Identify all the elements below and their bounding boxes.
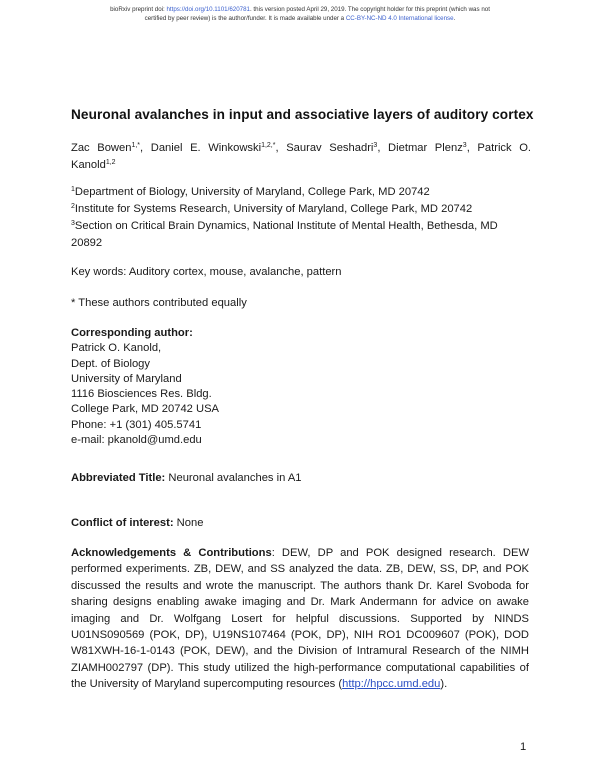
abbreviated-title-value: Neuronal avalanches in A1: [165, 472, 302, 484]
affiliation: [71, 218, 531, 252]
affiliation-number: 3: [71, 220, 75, 227]
corresponding-line: University of Maryland: [71, 372, 182, 385]
hpcc-link[interactable]: http://hpcc.umd.edu: [342, 678, 441, 691]
affiliation-text: Institute for Systems Research, University of Maryland, College Park, MD 20742: [74, 203, 473, 215]
paper-title: Neuronal avalanches in input and associative layers of auditory cortex: [71, 107, 534, 122]
affiliation-number: 1: [71, 186, 75, 193]
license-link[interactable]: CC-BY-NC-ND 4.0 International license: [345, 15, 454, 22]
conflict-of-interest: [71, 515, 203, 532]
author-name: Dietmar Plenz: [388, 142, 463, 154]
corresponding-author-block: [71, 326, 219, 448]
page-number: 1: [520, 741, 527, 753]
acknowledgements-label: Acknowledgements & Contributions: [71, 547, 272, 559]
affiliation-text: Section on Critical Brain Dynamics, National Institute of Mental Health, Bethesda, MD 20892: [71, 220, 498, 249]
banner-mid: . this version posted April 29, 2019. The copyright holder for this preprint (which was not: [249, 6, 490, 13]
equal-contribution-note: * These authors contributed equally: [71, 297, 247, 309]
acknowledgements-end: ).: [440, 678, 448, 691]
author-affiliation-mark: 1,2,*: [261, 142, 276, 149]
author-affiliation-mark: 1,2: [105, 159, 116, 166]
corresponding-email: e-mail: pkanold@umd.edu: [71, 434, 202, 447]
keywords: Key words: Auditory cortex, mouse, avalanche, pattern: [71, 266, 342, 278]
abbreviated-title-label: Abbreviated Title:: [71, 472, 166, 484]
banner-end: .: [453, 15, 456, 22]
preprint-banner: [0, 5, 600, 23]
doi-link[interactable]: https://doi.org/10.1101/620781: [166, 6, 250, 13]
affiliation-number: 2: [71, 203, 75, 210]
acknowledgements-body: : DEW, DP and POK designed research. DEW performed experiments. ZB, DEW, and SS analyzed the data. ZB, DEW, SS, DP, and POK discussed the results and wrote the manuscript. The authors thank Dr. Karel Svoboda for sharing designs enabling awake imaging and Dr. Mark Andermann for advice on awake imaging and Dr. Wolfgang Losert for helpful discussions. Supported by NINDS U01NS090569 (POK, DP), U19NS107464 (POK, DP), NIH RO1 DC009607 (POK), DOD W81XWH-16-1-0143 (POK, DEW), and the Division of Intramural Research of the NIMH ZIAMH002797 (DP). This study utilized the high-performance computational capabilities of the University of Maryland supercomputing resources (: [71, 547, 529, 691]
conflict-label: Conflict of interest:: [71, 517, 174, 529]
author-affiliation-mark: 3: [462, 142, 467, 149]
corresponding-line: Dept. of Biology: [71, 357, 150, 370]
author-affiliation-mark: 3: [373, 142, 378, 149]
banner-prefix: bioRxiv preprint doi:: [110, 6, 167, 13]
banner-line2: certified by peer review) is the author/funder. It is made available under a: [144, 15, 346, 22]
corresponding-author-heading: Corresponding author:: [71, 327, 193, 339]
conflict-value: None: [173, 517, 204, 529]
abbreviated-title: [71, 470, 302, 487]
affiliation-text: Department of Biology, University of Maryland, College Park, MD 20742: [74, 186, 430, 198]
affiliation: [71, 184, 531, 201]
author-name: Daniel E. Winkowski: [150, 142, 262, 154]
affiliation: [71, 201, 531, 218]
corresponding-line: Patrick O. Kanold,: [71, 342, 162, 355]
acknowledgements-paragraph: [71, 545, 529, 693]
author-list: Zac Bowen$^{1,*}$, Daniel E. Winkowski$^{1,2,*}$, Saurav Seshadri$^3$, Dietmar Plenz$^3$, Patrick O. Kanold$^{1,2}$: [71, 142, 532, 171]
author-affiliation-mark: 1,*: [131, 142, 141, 149]
corresponding-line: 1116 Biosciences Res. Bldg.: [71, 388, 212, 401]
corresponding-line: College Park, MD 20742 USA: [71, 403, 219, 416]
affiliation-list: [71, 184, 531, 252]
author-name: Saurav Seshadri: [286, 142, 374, 154]
author-name: Zac Bowen: [71, 142, 132, 154]
author-name: Patrick O. Kanold: [71, 142, 532, 171]
corresponding-line: Phone: +1 (301) 405.5741: [71, 418, 202, 431]
